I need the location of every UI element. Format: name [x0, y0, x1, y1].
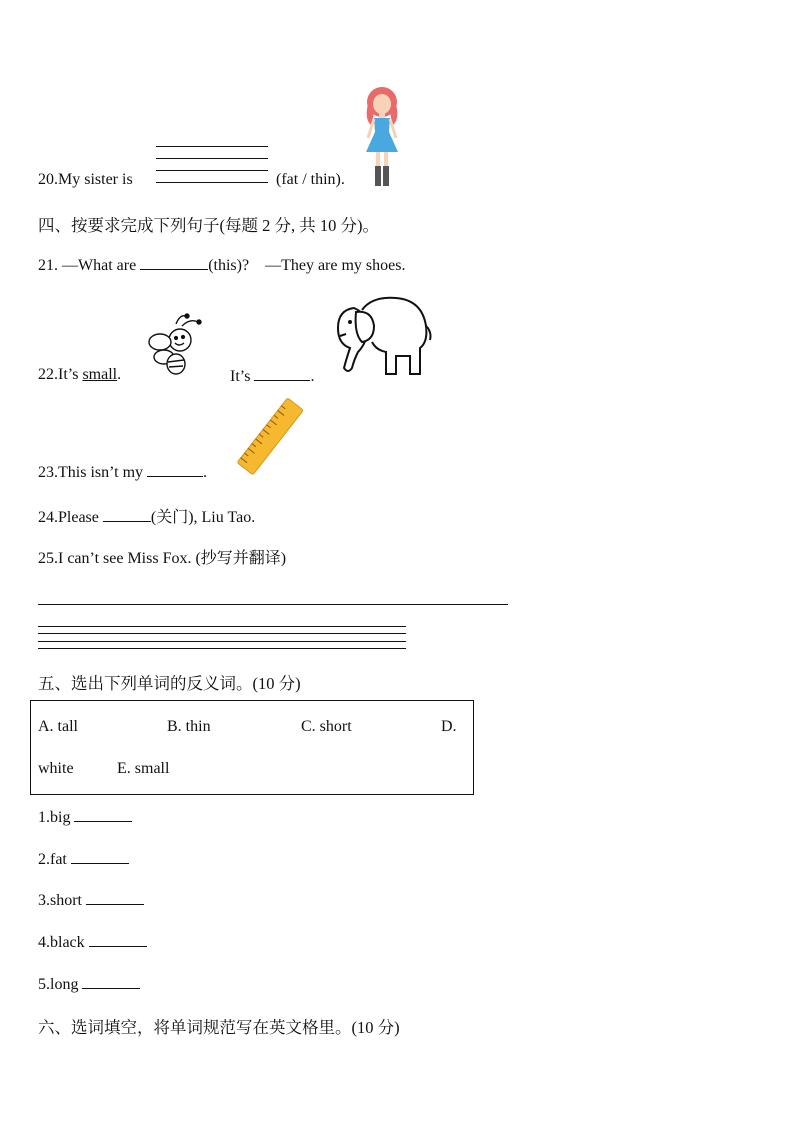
option-d-word: white: [38, 760, 74, 777]
antonym-item: [38, 890, 144, 910]
q21-blank[interactable]: [140, 255, 208, 270]
q22-part2: It’s: [230, 368, 251, 385]
q24-line: [38, 504, 255, 527]
q24-blank[interactable]: [103, 507, 151, 522]
writing-line: [156, 158, 268, 159]
q21-hint: (this)?: [208, 257, 250, 274]
girl-figure-icon: [360, 86, 404, 188]
q23-line: [38, 462, 207, 482]
section4-title: 四、按要求完成下列句子(每题 2 分, 共 10 分)。: [38, 216, 379, 235]
q21-part1: 21. —What are: [38, 257, 137, 274]
option-c: C. short: [301, 718, 352, 735]
writing-line: [38, 648, 406, 649]
q25-text: 25.I can’t see Miss Fox. (抄写并翻译): [38, 550, 287, 567]
bee-icon: [146, 310, 206, 378]
q20-hint: (fat / thin).: [276, 171, 345, 188]
writing-line: [156, 146, 268, 147]
antonym-word: 3.short: [38, 892, 82, 909]
writing-line: [38, 633, 406, 634]
q22-blank[interactable]: [254, 366, 310, 381]
options-box: [30, 700, 474, 795]
q22-period: .: [117, 366, 122, 383]
antonym-blank[interactable]: [86, 890, 144, 905]
antonym-item: [38, 932, 147, 952]
q23-blank[interactable]: [147, 462, 203, 477]
antonym-blank[interactable]: [89, 932, 147, 947]
option-b: B. thin: [167, 718, 211, 735]
option-d-label: D.: [441, 718, 457, 735]
q20-prefix: 20.My sister is: [38, 171, 133, 188]
writing-line: [156, 170, 268, 171]
antonym-item: [38, 849, 129, 869]
antonym-word: 2.fat: [38, 851, 67, 868]
antonym-blank[interactable]: [71, 849, 129, 864]
q24-hint: (关门), Liu Tao.: [150, 509, 256, 526]
answer-line: [38, 604, 508, 605]
antonym-word: 1.big: [38, 809, 71, 826]
antonym-blank[interactable]: [74, 807, 132, 822]
q23-end: .: [203, 464, 208, 481]
antonym-item: [38, 974, 140, 994]
q22-end: .: [310, 368, 315, 385]
writing-line: [38, 626, 406, 627]
ruler-icon: [234, 398, 308, 476]
antonym-item: [38, 807, 132, 827]
q21-answer: —They are my shoes.: [265, 257, 406, 274]
section6-title: 六、选词填空，将单词规范写在英文格里。(10 分): [38, 1018, 400, 1037]
option-e: E. small: [117, 760, 170, 777]
q21-line: [38, 255, 405, 275]
option-a: A. tall: [38, 718, 78, 735]
section5-title: 五、选出下列单词的反义词。(10 分): [38, 674, 301, 693]
q24-part1: 24.Please: [38, 509, 99, 526]
q23-text: 23.This isn’t my: [38, 464, 144, 481]
antonym-word: 4.black: [38, 934, 85, 951]
q22-part1: 22.It’s: [38, 366, 79, 383]
writing-line: [38, 641, 406, 642]
writing-line: [156, 182, 268, 183]
elephant-icon: [332, 290, 434, 380]
q22-word: small: [82, 366, 118, 383]
q22-line-left: [38, 366, 121, 384]
antonym-word: 5.long: [38, 976, 79, 993]
q22-line-right: [230, 366, 314, 386]
antonym-blank[interactable]: [82, 974, 140, 989]
